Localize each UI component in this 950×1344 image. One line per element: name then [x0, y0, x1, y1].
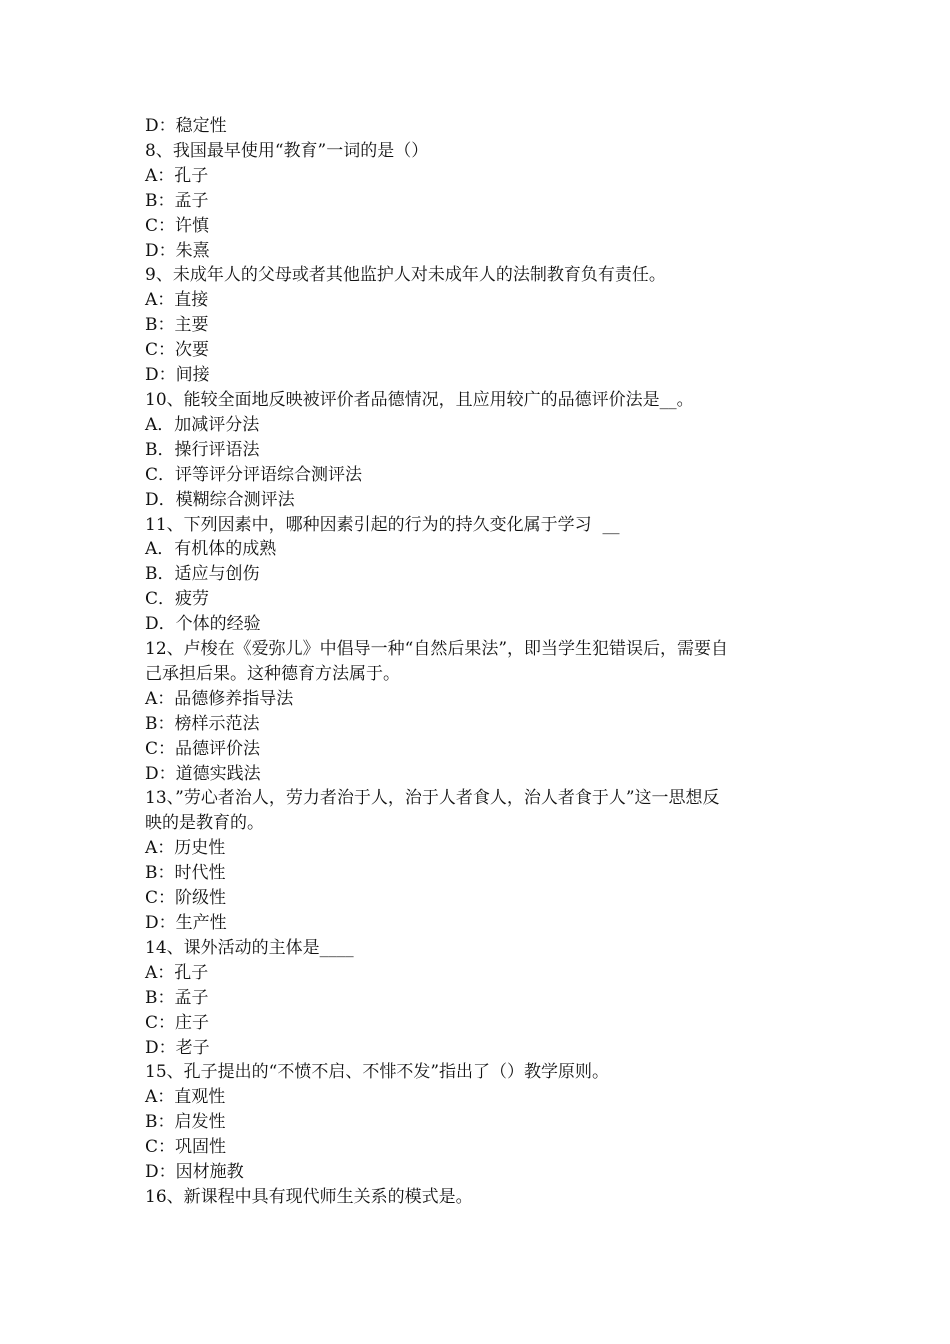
question-12-continued: 己承担后果。这种德育方法属于。 — [145, 663, 400, 684]
option-line: B：启发性 — [145, 1112, 226, 1133]
question-15: 15、孔子提出的“不愤不启、不悱不发”指出了（）教学原则。 — [145, 1062, 610, 1083]
option-line: D：因材施教 — [145, 1162, 244, 1183]
option-line: A：历史性 — [145, 838, 226, 859]
option-line: A：孔子 — [145, 165, 209, 186]
option-line: B：孟子 — [145, 987, 209, 1008]
question-14: 14、课外活动的主体是____ — [145, 937, 354, 958]
question-13-continued: 映的是教育的。 — [145, 813, 264, 834]
option-line: B：榜样示范法 — [145, 713, 260, 734]
option-line: B：孟子 — [145, 190, 209, 211]
option-line: D：生产性 — [145, 913, 227, 933]
option-line: D：朱熹 — [145, 240, 210, 261]
option-line: C：阶级性 — [145, 888, 227, 909]
option-line: A．加减评分法 — [145, 414, 260, 435]
question-9: 9、未成年人的父母或者其他监护人对未成年人的法制教育负有责任。 — [145, 265, 666, 286]
option-line: C：巩固性 — [145, 1137, 227, 1158]
option-line: B：时代性 — [145, 863, 226, 884]
option-line: C：庄子 — [145, 1012, 210, 1033]
option-line: D：间接 — [145, 365, 210, 386]
option-line: C：许慎 — [145, 215, 210, 236]
option-line: C：品德评价法 — [145, 738, 261, 759]
option-line: B：主要 — [145, 315, 209, 336]
question-11: 11、下列因素中，哪种因素引起的行为的持久变化属于学习 __ — [145, 514, 620, 535]
question-13: 13、”劳心者治人，劳力者治于人，治于人者食人，治人者食于人”这一思想反 — [145, 788, 720, 809]
option-line: B．操行评语法 — [145, 439, 260, 460]
option-line: B．适应与创伤 — [145, 564, 260, 585]
question-10: 10、能较全面地反映被评价者品德情况，且应用较广的品德评价法是__。 — [145, 389, 694, 410]
text-line: D：稳定性 — [145, 116, 227, 136]
option-line: D．模糊综合测评法 — [145, 489, 295, 510]
document-body — [145, 114, 810, 1210]
option-line: C．评等评分评语综合测评法 — [145, 464, 363, 485]
option-line: A：直接 — [145, 290, 209, 311]
option-line: C．疲劳 — [145, 589, 210, 610]
question-8: 8、我国最早使用“教育”一词的是（） — [145, 140, 429, 161]
option-line: A：直观性 — [145, 1087, 226, 1108]
option-line: D：道德实践法 — [145, 763, 261, 784]
option-line: A：品德修养指导法 — [145, 688, 294, 709]
option-line: D：老子 — [145, 1037, 210, 1058]
option-line: A：孔子 — [145, 962, 209, 983]
option-line: A．有机体的成熟 — [145, 539, 277, 560]
option-line: D．个体的经验 — [145, 614, 261, 635]
option-line: C：次要 — [145, 340, 210, 361]
question-12: 12、卢梭在《爱弥儿》中倡导一种“自然后果法”，即当学生犯错误后，需要自 — [145, 639, 729, 660]
question-16: 16、新课程中具有现代师生关系的模式是。 — [145, 1186, 473, 1207]
